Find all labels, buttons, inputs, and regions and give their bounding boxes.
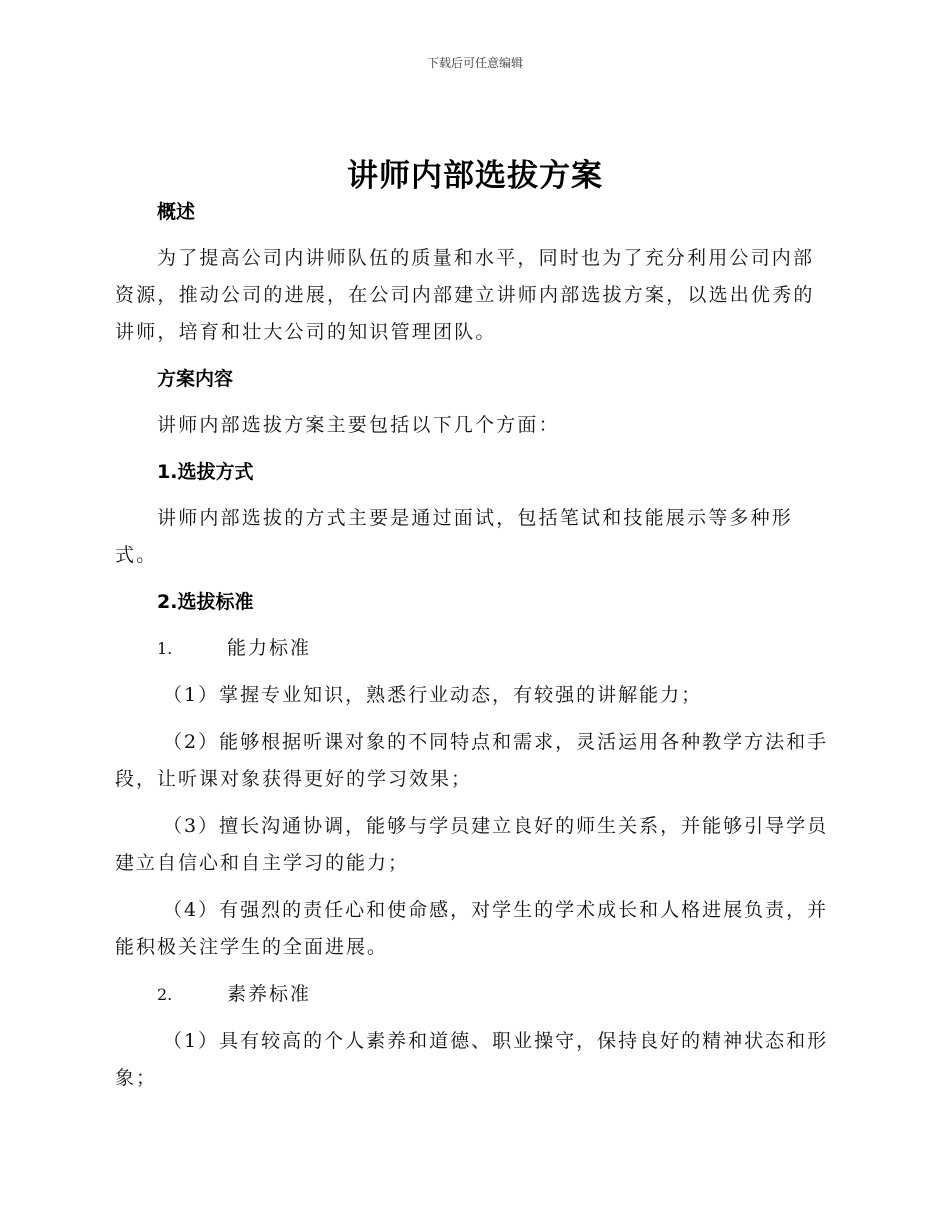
quality-item: （1）具有较高的个人素养和道德、职业操守，保持良好的精神状态和形象；	[115, 1030, 829, 1089]
quality-standard-text: 素养标准	[227, 983, 312, 1005]
page-header-note: 下载后可任意编辑	[426, 56, 523, 70]
overview-paragraph: 为了提高公司内讲师队伍的质量和水平，同时也为了充分利用公司内部资源，推动公司的进展，在公司内部建立讲师内部选拔方案，以选出优秀的讲师，培育和壮大公司的知识管理团队。	[115, 247, 815, 343]
ability-standard-text: 能力标准	[227, 637, 312, 659]
quality-standard-number: 2.	[157, 985, 173, 1004]
ability-item: （1）掌握专业知识，熟悉行业动态，有较强的讲解能力；	[163, 684, 703, 706]
quality-standard-label	[115, 976, 835, 1013]
ability-item: （3）擅长沟通协调，能够与学员建立良好的师生关系，并能够引导学员建立自信心和自主学习的能力；	[115, 815, 829, 874]
overview-heading: 概述	[157, 201, 196, 223]
content-heading: 方案内容	[157, 368, 234, 390]
document-title: 讲师内部选拔方案	[347, 158, 603, 194]
ability-standard-label	[115, 630, 835, 667]
ability-item: （2）能够根据听课对象的不同特点和需求，灵活运用各种教学方法和手段，让听课对象获得更好的学习效果；	[115, 731, 829, 790]
ability-item: （4）有强烈的责任心和使命感，对学生的学术成长和人格进展负责，并能积极关注学生的全面进展。	[115, 899, 829, 958]
method-heading: 1.选拔方式	[157, 461, 254, 483]
method-paragraph: 讲师内部选拔的方式主要是通过面试，包括笔试和技能展示等多种形式。	[115, 507, 794, 566]
content-paragraph: 讲师内部选拔方案主要包括以下几个方面：	[157, 414, 560, 436]
standard-heading: 2.选拔标准	[157, 591, 254, 613]
ability-standard-number: 1.	[157, 639, 173, 658]
document-body	[115, 194, 835, 1107]
